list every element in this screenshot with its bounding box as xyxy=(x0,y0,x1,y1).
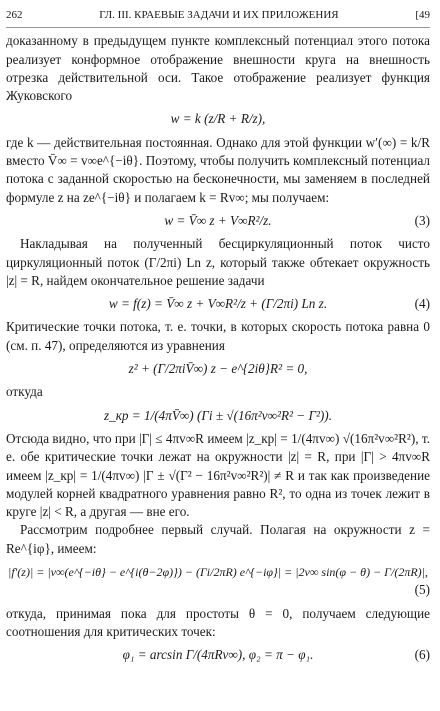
equation-3 xyxy=(6,212,430,230)
equation-zkr: z_кр = 1/(4πV̄∞) (Γi ± √(16π²v∞²R² − Γ²)). xyxy=(104,407,332,423)
paragraph-8: откуда, принимая пока для простоты θ = 0, получаем следующие соотношения для критических точек: xyxy=(6,605,430,639)
equation-4 xyxy=(6,295,430,313)
running-header xyxy=(6,6,430,28)
paragraph-7: Рассмотрим подробнее первый случай. Полагая на окружности z = Re^{iφ}, имеем: xyxy=(6,522,430,556)
equation-5 xyxy=(6,563,430,600)
page-number: 262 xyxy=(6,9,23,21)
paragraph-2: где k — действительная постоянная. Однако для этой функции w′(∞) = k/R вместо V̄∞ = v∞e^{−iθ}. Поэтому, чтобы получить комплексный потенциал потока с заданной скоростью на бесконечности, мы заменяем в последней формуле z на ze^{−iθ} и полагаем k = Rv∞; мы получаем: xyxy=(6,134,430,205)
paragraph-4: Критические точки потока, т. е. точки, в которых скорость потока равна 0 (см. п. 47), определяются из уравнения xyxy=(6,319,430,353)
equation-5-body: |f′(z)| = |v∞(e^{−iθ} − e^{i(θ−2φ)}) − (Γi/2πR) e^{−iφ}| = |2v∞ sin(φ − θ) − Γ/(2πR)|, xyxy=(8,565,428,580)
chapter-title: ГЛ. III. КРАЕВЫЕ ЗАДАЧИ И ИХ ПРИЛОЖЕНИЯ xyxy=(99,9,339,21)
section-number: [49 xyxy=(415,9,430,21)
equation-critical: z² + (Γ/2πiV̄∞) z − e^{2iθ}R² = 0, xyxy=(128,361,308,377)
equation-zhukovsky: w = k (z/R + R/z), xyxy=(170,111,266,127)
equation-4-body: w = f(z) = V̄∞ z + V∞R²/z + (Γ/2πi) Ln z. xyxy=(108,296,328,312)
paragraph-5: откуда xyxy=(6,384,43,400)
equation-3-number: (3) xyxy=(414,212,430,228)
equation-6 xyxy=(6,646,430,664)
equation-4-number: (4) xyxy=(414,296,430,312)
paragraph-3: Накладывая на полученный бесциркуляционный поток чисто циркуляционный поток (Γ/2πi) Ln z, который также обтекает окружность |z| = R, найдем окончательное решение задачи xyxy=(6,236,430,288)
equation-5-number: (5) xyxy=(414,582,430,598)
equation-3-body: w = V̄∞ z + V∞R²/z. xyxy=(164,212,272,228)
equation-6-body: φ₁ = arcsin Γ/(4πRv∞), φ₂ = π − φ₁. xyxy=(122,647,314,663)
paragraph-1: доказанному в предыдущем пункте комплексный потенциал этого потока реализует конформное отображение внешности круга на внешность отрезка действительной оси. Такое отображение реализует функция Жуковского xyxy=(6,33,430,104)
equation-6-number: (6) xyxy=(414,647,430,663)
paragraph-6: Отсюда видно, что при |Γ| ≤ 4πv∞R имеем |z_кр| = 1/(4πv∞) √(16π²v∞²R²), т. е. обе критические точки лежат на окружности |z| = R, при |Γ| > 4πv∞R имеем |z_кр| = 1/(4πv∞) |Γ ± √(Γ² − 16π²v∞²R²)| ≠ R и так как произведение модулей корней квадратного уравнения равно R², то одна из точек лежит в круге |z| < R, а другая — вне его. xyxy=(6,430,430,520)
